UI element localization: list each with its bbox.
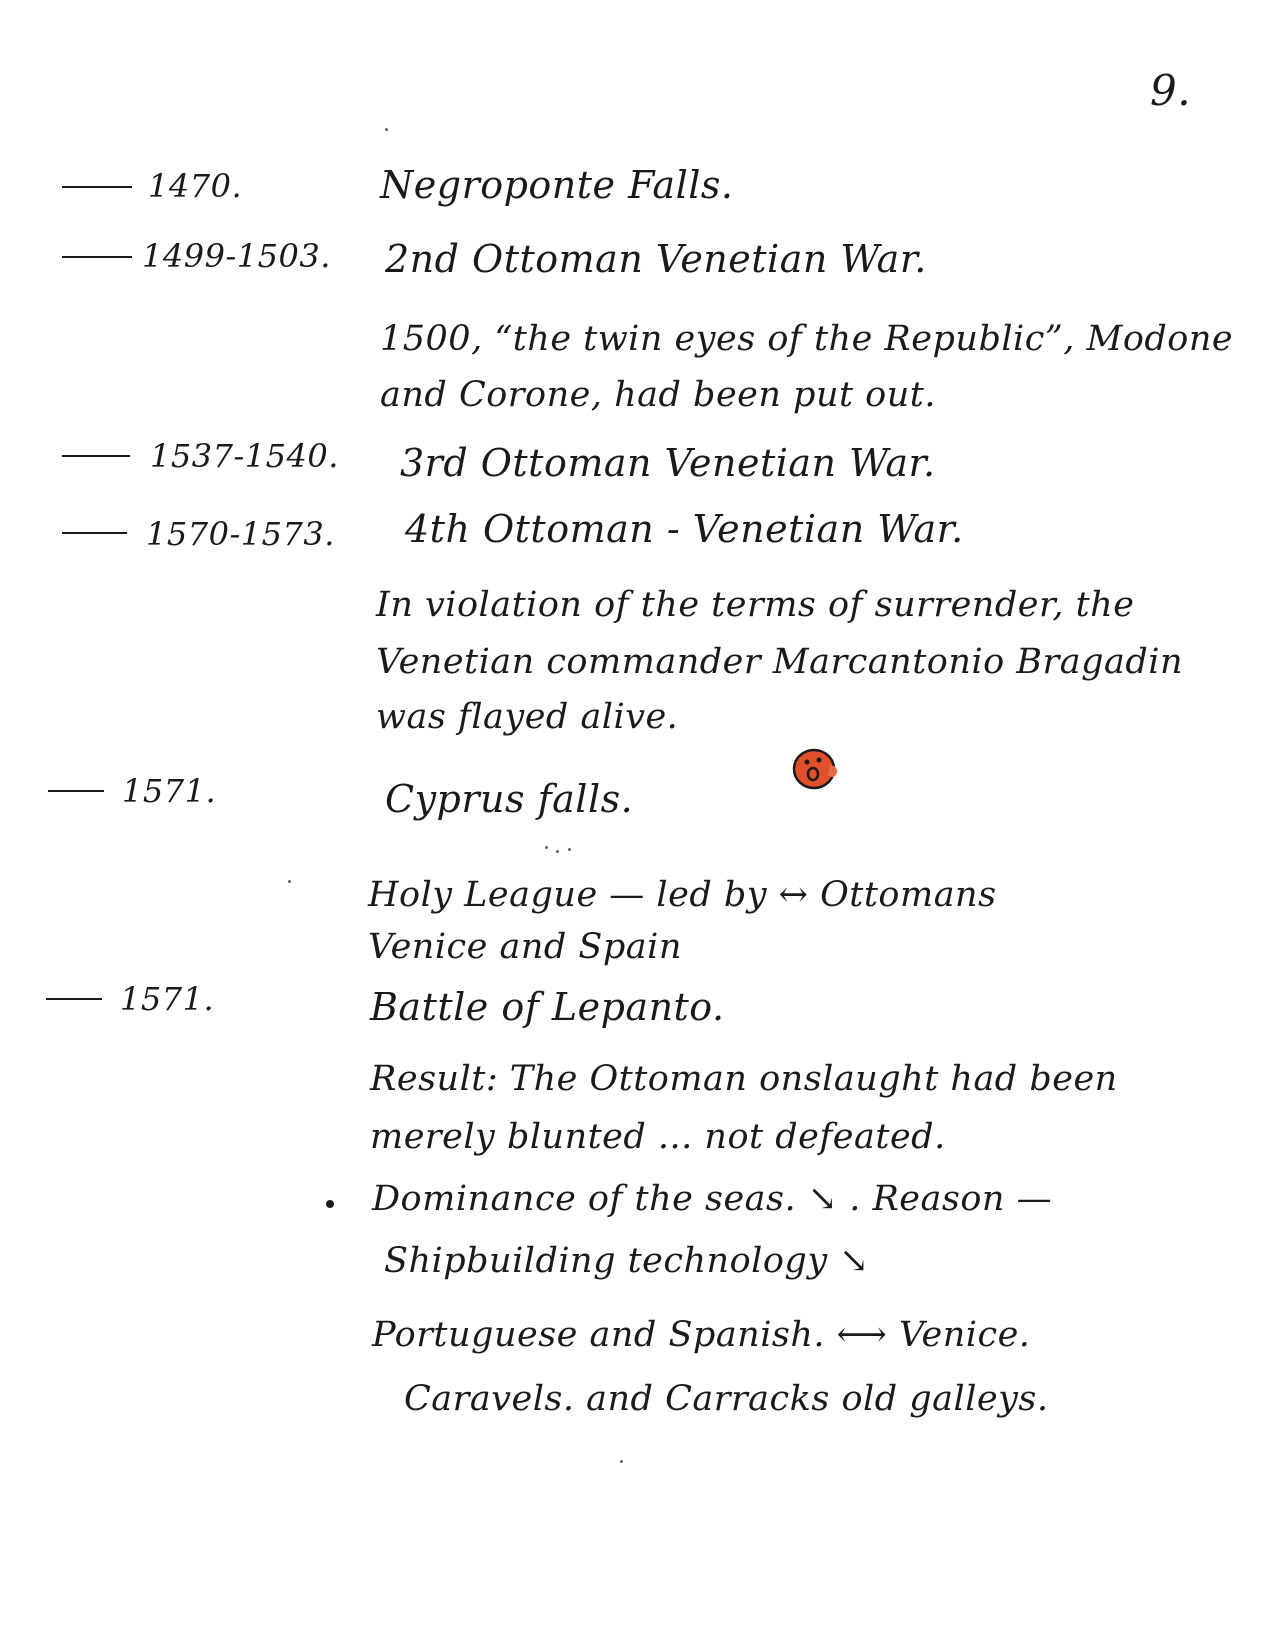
entry-text: Battle of Lepanto. [370,985,725,1029]
entry-text: Result: The Ottoman onslaught had been [370,1059,1118,1099]
entry-date: 1570-1573. [146,515,335,553]
entry-text: 1500, “the twin eyes of the Republic”, Modone [380,319,1234,359]
entry-text: was flayed alive. [376,697,679,737]
timeline-dash [48,790,104,792]
timeline-dash [62,532,127,534]
entry-date: 1537-1540. [150,437,339,475]
bullet-point [326,1200,334,1208]
entry-text: merely blunted ... not defeated. [370,1117,946,1157]
entry-text: 4th Ottoman - Venetian War. [405,507,964,551]
stray-mark [385,128,388,131]
entry-text: Shipbuilding technology ↘ [384,1241,870,1281]
entry-text: Venice and Spain [368,927,682,967]
stray-mark [620,1460,623,1463]
entry-text: In violation of the terms of surrender, the [376,585,1135,625]
stray-mark [545,846,548,849]
stray-mark [288,880,291,883]
entry-text: Negroponte Falls. [380,163,734,207]
entry-text: Caravels. and Carracks old galleys. [404,1379,1049,1419]
entry-text: Cyprus falls. [385,777,634,821]
entry-date: 1499-1503. [142,237,331,275]
timeline-dash [62,455,130,457]
entry-text: Dominance of the seas. ↘ . Reason — [372,1179,1053,1219]
entry-text: 3rd Ottoman Venetian War. [400,441,936,485]
timeline-dash [62,186,132,188]
entry-text: 2nd Ottoman Venetian War. [385,237,927,281]
shocked-face-icon [790,745,842,791]
timeline-dash [46,998,102,1000]
entry-date: 1470. [148,167,243,205]
entry-date: 1571. [120,980,215,1018]
page-number: 9. [1150,66,1192,115]
entry-date: 1571. [122,772,217,810]
entry-text: Portuguese and Spanish. ⟷ Venice. [372,1315,1031,1355]
entry-text: Venetian commander Marcantonio Bragadin [376,642,1183,682]
entry-text: Holy League — led by ↔ Ottomans [368,875,997,915]
timeline-dash [62,256,132,258]
stray-mark [556,850,559,853]
entry-text: and Corone, had been put out. [380,375,936,415]
stray-mark [568,848,571,851]
